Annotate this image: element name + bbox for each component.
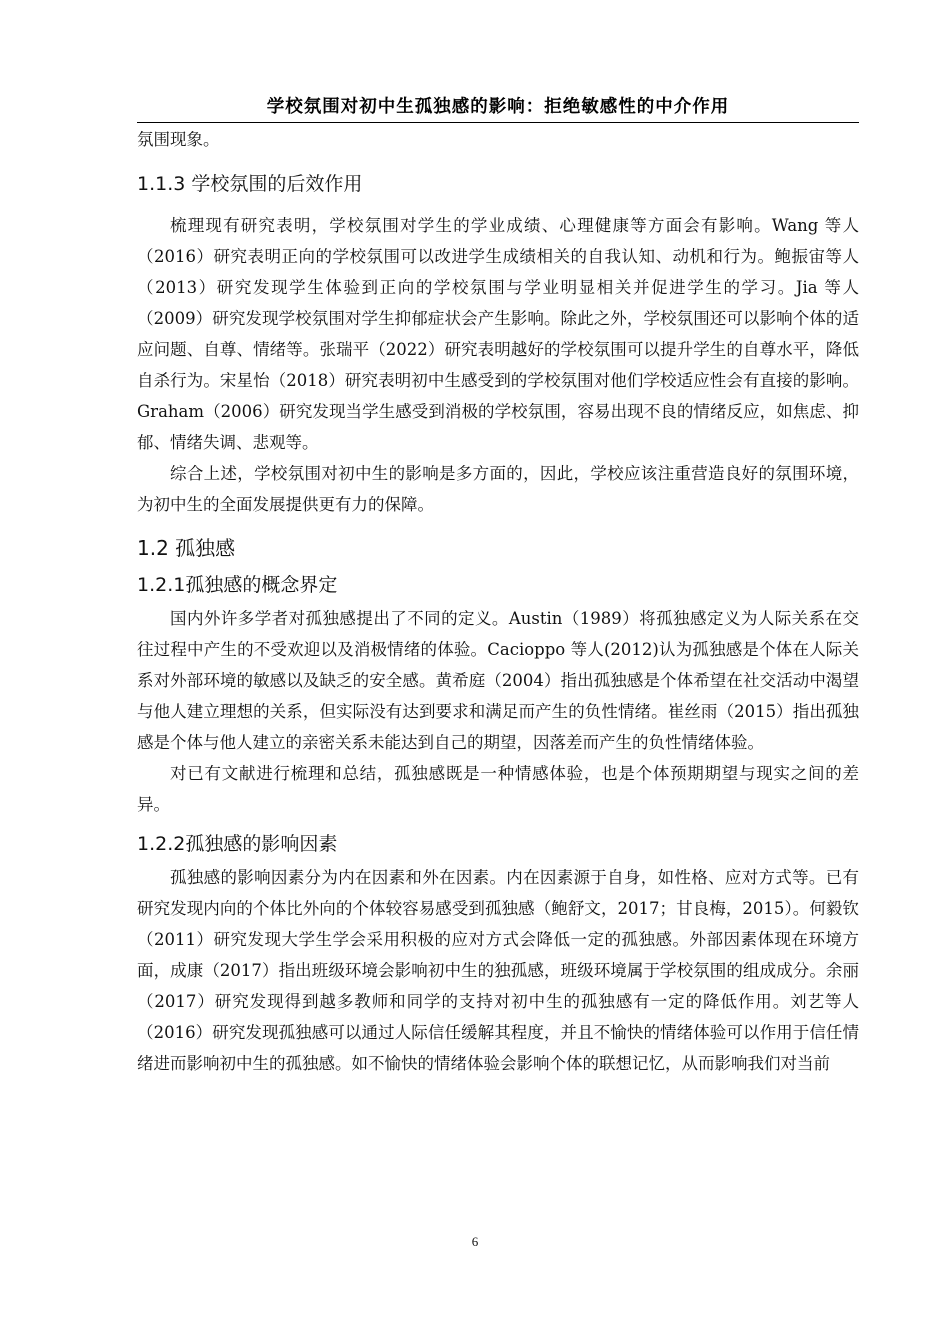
section-heading-1-2-1: 1.2.1孤独感的概念界定 — [137, 574, 338, 596]
paragraph-loneliness-factors: 孤独感的影响因素分为内在因素和外在因素。内在因素源于自身，如性格、应对方式等。已有研究发现内向的个体比外向的个体较容易感受到孤独感（鲍舒文，2017；甘良梅，2015）。何毅钦（2011）研究发现大学生学会采用积极的应对方式会降低一定的孤独感。外部因素体现在环境方面，成康（2017）指出班级环境会影响初中生的独孤感，班级环境属于学校氛围的组成成分。余丽（2017）研究发现得到越多教师和同学的支持对初中生的孤独感有一定的降低作用。刘艺等人（2016）研究发现孤独感可以通过人际信任缓解其程度，并且不愉快的情绪体验可以作用于信任情绪进而影响初中生的孤独感。如不愉快的情绪体验会影响个体的联想记忆，从而影响我们对当前 — [137, 868, 859, 1073]
header-rule — [137, 122, 859, 123]
running-header-title: 学校氛围对初中生孤独感的影响：拒绝敏感性的中介作用 — [266, 97, 730, 117]
paragraph-loneliness-summary: 对已有文献进行梳理和总结，孤独感既是一种情感体验，也是个体预期期望与现实之间的差异。 — [137, 764, 859, 814]
paragraph-school-climate-effects: 梳理现有研究表明，学校氛围对学生的学业成绩、心理健康等方面会有影响。Wang 等人（2016）研究表明正向的学校氛围可以改进学生成绩相关的自我认知、动机和行为。鲍振宙等人（2013）研究发现学生体验到正向的学校氛围与学业明显相关并促进学生的学习。Jia 等人（2009）研究发现学校氛围对学生抑郁症状会产生影响。除此之外，学校氛围还可以影响个体的适应问题、自尊、情绪等。张瑞平（2022）研究表明越好的学校氛围可以提升学生的自尊水平，降低自杀行为。宋星怡（2018）研究表明初中生感受到的学校氛围对他们学校适应性会有直接的影响。Graham（2006）研究发现当学生感受到消极的学校氛围，容易出现不良的情绪反应，如焦虑、抑郁、情绪失调、悲观等。 — [137, 216, 859, 452]
page-number: 6 — [471, 1234, 479, 1249]
section-heading-1-2-2: 1.2.2孤独感的影响因素 — [137, 833, 338, 855]
paragraph-school-climate-summary: 综合上述，学校氛围对初中生的影响是多方面的，因此，学校应该注重营造良好的氛围环境，为初中生的全面发展提供更有力的保障。 — [137, 464, 859, 514]
section-heading-1-2: 1.2 孤独感 — [137, 536, 236, 560]
body-text — [137, 124, 859, 1079]
paragraph-loneliness-definition: 国内外许多学者对孤独感提出了不同的定义。Austin（1989）将孤独感定义为人际关系在交往过程中产生的不受欢迎以及消极情绪的体验。Cacioppo 等人(2012)认为孤独感是个体在人际关系对外部环境的敏感以及缺乏的安全感。黄希庭（2004）指出孤独感是个体希望在社交活动中渴望与他人建立理想的关系，但实际没有达到要求和满足而产生的负性情绪。崔丝雨（2015）指出孤独感是个体与他人建立的亲密关系未能达到自己的期望，因落差而产生的负性情绪体验。 — [137, 609, 859, 752]
continuation-paragraph: 氛围现象。 — [137, 130, 220, 149]
section-heading-1-1-3: 1.1.3 学校氛围的后效作用 — [137, 173, 363, 195]
